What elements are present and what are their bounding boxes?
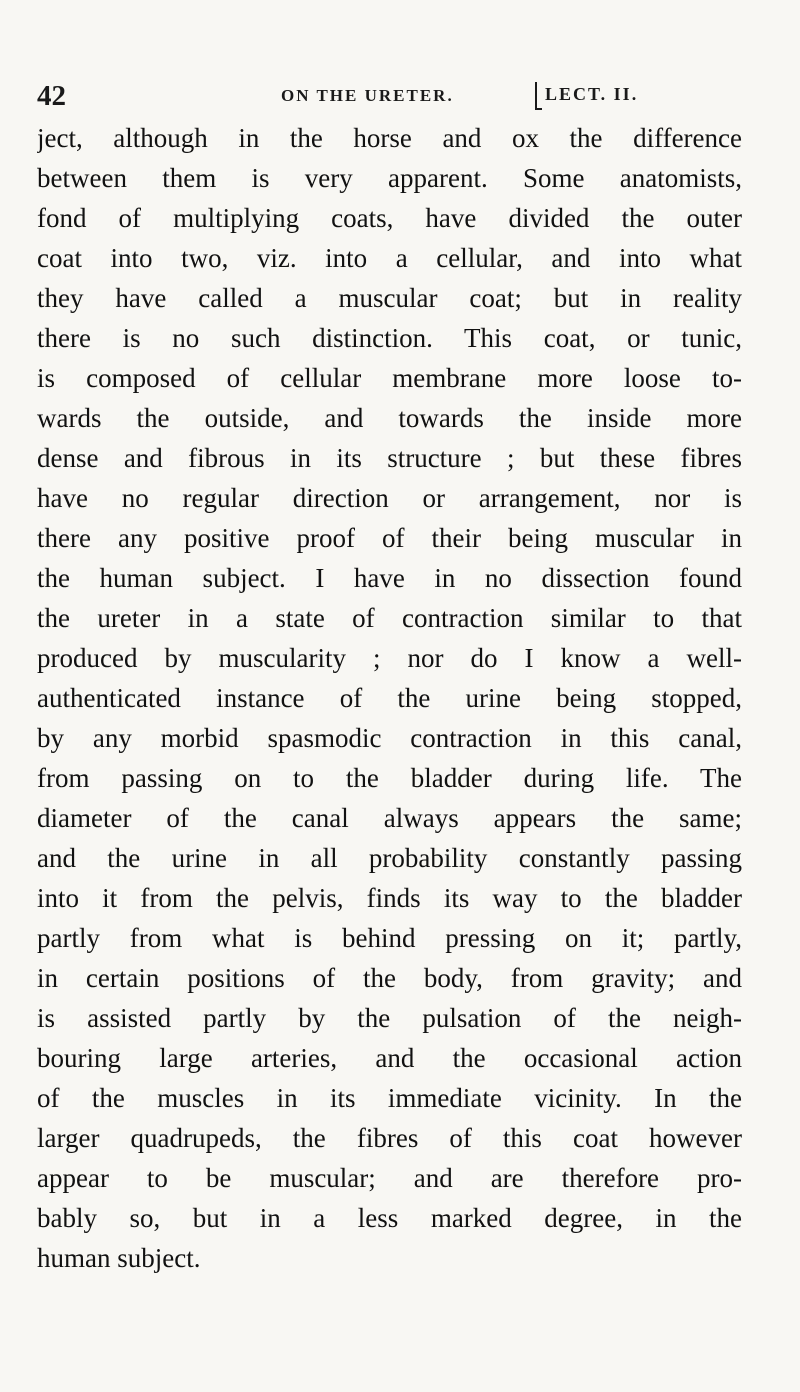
page-number: 42 (37, 80, 66, 112)
lecture-label: LECT. II. (535, 82, 638, 110)
text-line: and the urine in all probability constantly passing (37, 843, 742, 873)
text-line: ject, although in the horse and ox the difference (37, 123, 742, 153)
text-line: partly from what is behind pressing on it; partly, (37, 923, 742, 953)
body-paragraph (37, 118, 742, 1278)
text-line: the ureter in a state of contraction similar to that (37, 603, 742, 633)
text-line: human subject. (37, 1243, 201, 1273)
text-line: dense and fibrous in its structure ; but these fibres (37, 443, 742, 473)
text-line: authenticated instance of the urine being stopped, (37, 683, 742, 713)
text-line: larger quadrupeds, the fibres of this coat however (37, 1123, 742, 1153)
text-line: fond of multiplying coats, have divided the outer (37, 203, 742, 233)
text-line: there is no such distinction. This coat, or tunic, (37, 323, 742, 353)
text-line: between them is very apparent. Some anatomists, (37, 163, 742, 193)
text-line: in certain positions of the body, from gravity; and (37, 963, 742, 993)
text-line: is assisted partly by the pulsation of the neigh- (37, 1003, 742, 1033)
text-line: coat into two, viz. into a cellular, and into what (37, 243, 742, 273)
text-line: from passing on to the bladder during life. The (37, 763, 742, 793)
text-line: wards the outside, and towards the inside more (37, 403, 742, 433)
text-line: diameter of the canal always appears the same; (37, 803, 742, 833)
text-line: of the muscles in its immediate vicinity. In the (37, 1083, 742, 1113)
running-title: ON THE URETER. (281, 86, 454, 105)
running-head (37, 78, 737, 114)
text-line: bouring large arteries, and the occasional action (37, 1043, 742, 1073)
text-line: produced by muscularity ; nor do I know a well- (37, 643, 742, 673)
text-line: by any morbid spasmodic contraction in this canal, (37, 723, 742, 753)
text-line: bably so, but in a less marked degree, in the (37, 1203, 742, 1233)
text-line: into it from the pelvis, finds its way to the bladder (37, 883, 742, 913)
text-line: they have called a muscular coat; but in reality (37, 283, 742, 313)
text-line: the human subject. I have in no dissection found (37, 563, 742, 593)
text-line: there any positive proof of their being muscular in (37, 523, 742, 553)
text-line: is composed of cellular membrane more loose to- (37, 363, 742, 393)
text-line: have no regular direction or arrangement, nor is (37, 483, 742, 513)
text-line: appear to be muscular; and are therefore pro- (37, 1163, 742, 1193)
